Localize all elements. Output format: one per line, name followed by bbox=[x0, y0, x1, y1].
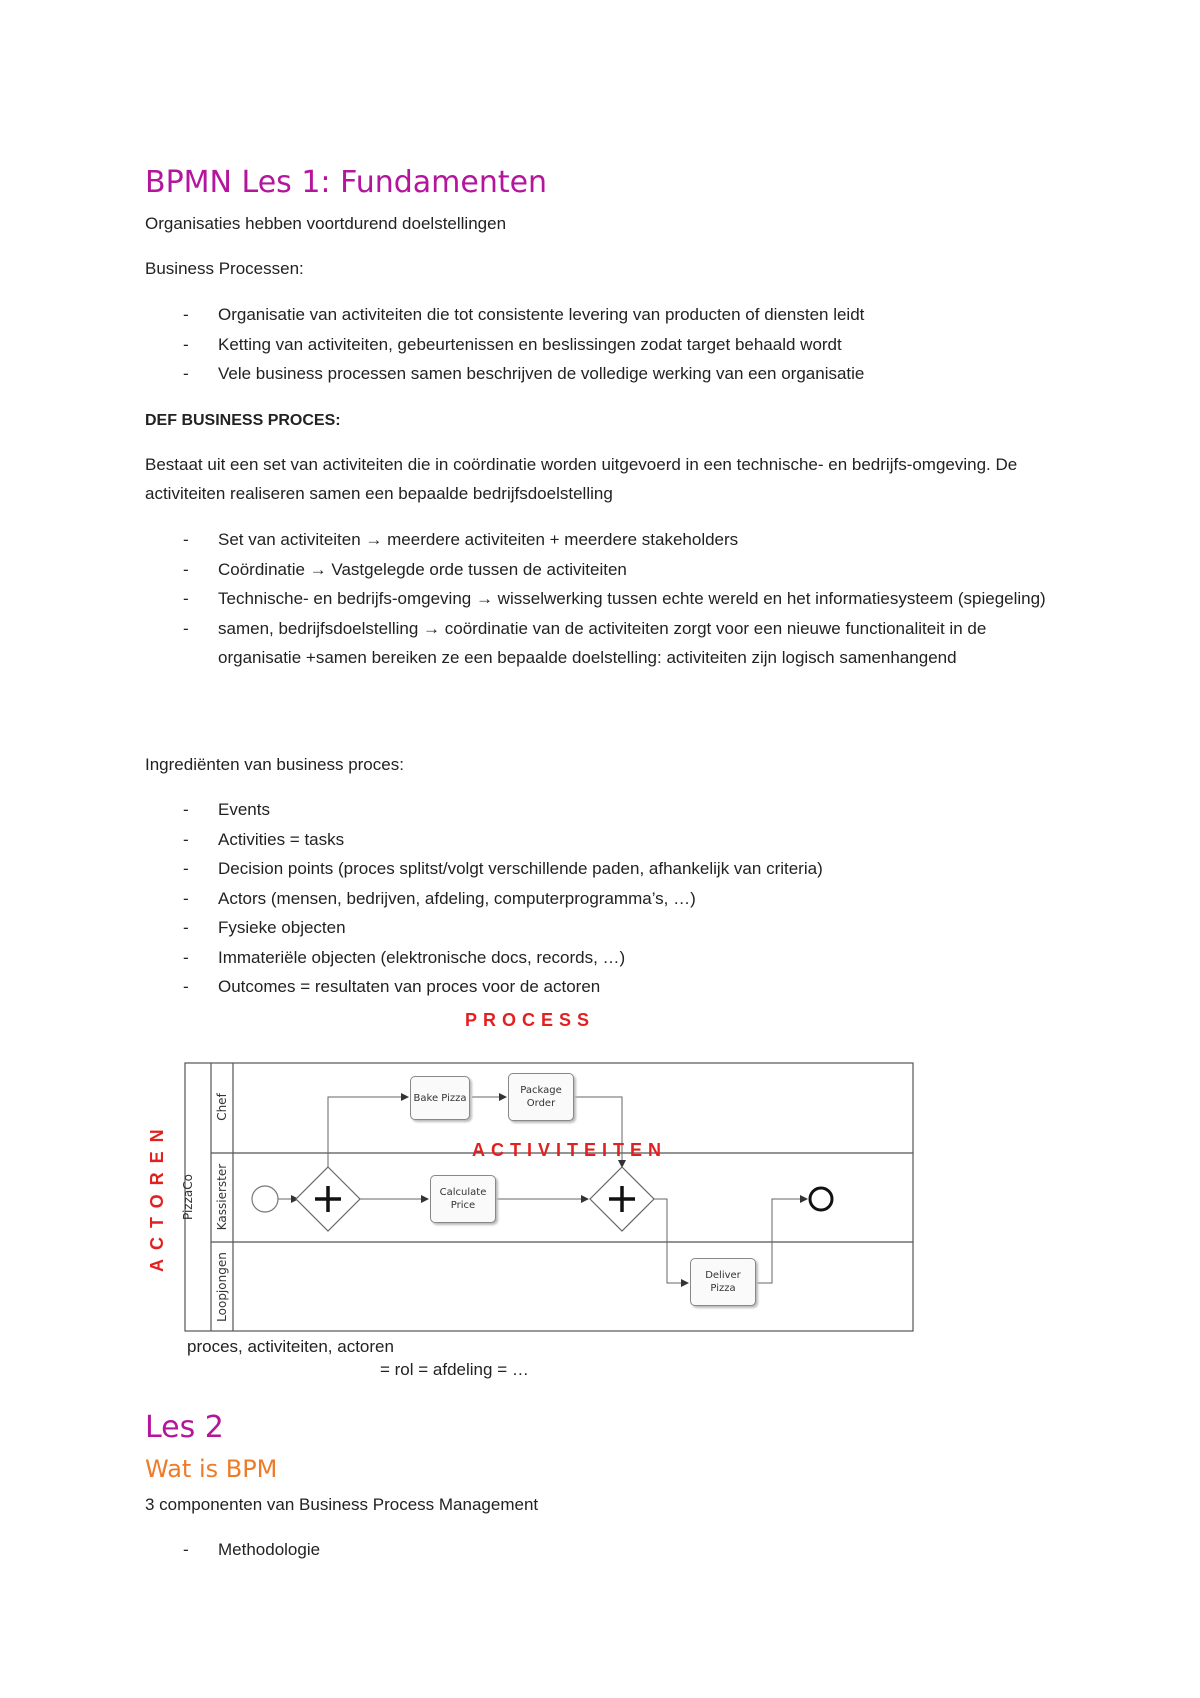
list-item: - Ketting van activiteiten, gebeurtenissen en beslissingen zodat target behaald wordt bbox=[183, 334, 842, 354]
list-item: - Immateriële objecten (elektronische docs, records, …) bbox=[183, 947, 626, 967]
list-item: - Methodologie bbox=[183, 1540, 321, 1559]
les2-subtitle: Wat is BPM bbox=[145, 1455, 278, 1483]
task-bake-pizza: Bake Pizza bbox=[410, 1076, 470, 1120]
bp-list bbox=[145, 300, 1045, 389]
list-item: - Decision points (proces splitst/volgt verschillende paden, afhankelijk van criteria) bbox=[183, 859, 823, 878]
sequence-flow bbox=[654, 1199, 688, 1283]
list-item: - Outcomes = resultaten van proces voor de actoren bbox=[183, 977, 601, 996]
lane-label-loopjongen: Loopjongen bbox=[215, 1252, 229, 1322]
parallel-gateway-split bbox=[296, 1167, 360, 1231]
actors-label: ACTOREN bbox=[147, 1120, 167, 1272]
sequence-flow bbox=[328, 1097, 408, 1167]
def-list bbox=[145, 525, 1045, 673]
activities-label: ACTIVITEITEN bbox=[472, 1140, 668, 1160]
pool-label: PizzaCo bbox=[181, 1174, 195, 1220]
les1-title: BPMN Les 1: Fundamenten bbox=[145, 165, 548, 200]
task-deliver-pizza: Deliver Pizza bbox=[690, 1258, 756, 1306]
list-item: - Technische- en bedrijfs-omgeving → wisselwerking tussen echte wereld en het informatiesysteem (spiegeling) bbox=[183, 589, 1046, 608]
ingr-heading: Ingrediënten van business proces: bbox=[145, 755, 404, 774]
list-item: - Fysieke objecten bbox=[183, 918, 346, 937]
bpmn-diagram-canvas bbox=[135, 1010, 935, 1340]
diagram-caption-equation: = rol = afdeling = … bbox=[380, 1360, 529, 1379]
ingr-list bbox=[145, 795, 1045, 1002]
task-package-order: Package Order bbox=[508, 1073, 574, 1121]
start-event bbox=[252, 1186, 278, 1212]
diagram-caption: proces, activiteiten, actoren bbox=[187, 1337, 394, 1356]
process-label: PROCESS bbox=[465, 1010, 596, 1030]
lane-label-chef: Chef bbox=[215, 1093, 229, 1121]
list-item: - Coördinatie → Vastgelegde orde tussen de activiteiten bbox=[183, 559, 627, 579]
bp-heading: Business Processen: bbox=[145, 259, 304, 278]
les2-list bbox=[145, 1535, 1045, 1565]
lane-label-kassierster: Kassierster bbox=[215, 1163, 229, 1231]
les1-intro: Organisaties hebben voortdurend doelstellingen bbox=[145, 214, 507, 233]
list-item: - Events bbox=[183, 800, 270, 819]
list-item: - Vele business processen samen beschrijven de volledige werking van een organisatie bbox=[183, 364, 865, 383]
list-item: - Set van activiteiten → meerdere activiteiten + meerdere stakeholders bbox=[183, 530, 739, 549]
parallel-gateway-join bbox=[590, 1167, 654, 1231]
sequence-flow bbox=[752, 1199, 807, 1283]
task-calculate-price: Calculate Price bbox=[430, 1175, 496, 1223]
def-text: Bestaat uit een set van activiteiten die in coördinatie worden uitgevoerd in een technische- en bedrijfs-omgeving. De activiteiten realiseren samen een bepaalde bedrijfsdoelstelling bbox=[145, 455, 1018, 503]
les2-intro: 3 componenten van Business Process Management bbox=[145, 1495, 539, 1514]
list-item: - Activities = tasks bbox=[183, 829, 345, 849]
list-item: - samen, bedrijfsdoelstelling → coördinatie van de activiteiten zorgt voor een nieuwe functionaliteit in de organisatie +samen bereiken ze een bepaalde doelstelling: activiteiten zijn logisch samenhangend bbox=[183, 618, 987, 667]
list-item: - Actors (mensen, bedrijven, afdeling, computerprogramma’s, …) bbox=[183, 888, 696, 908]
les2-title: Les 2 bbox=[145, 1410, 224, 1445]
list-item: - Organisatie van activiteiten die tot consistente levering van producten of diensten leidt bbox=[183, 305, 865, 324]
bpmn-diagram bbox=[135, 1010, 935, 1390]
def-heading: DEF BUSINESS PROCES: bbox=[145, 412, 341, 429]
end-event bbox=[810, 1188, 832, 1210]
